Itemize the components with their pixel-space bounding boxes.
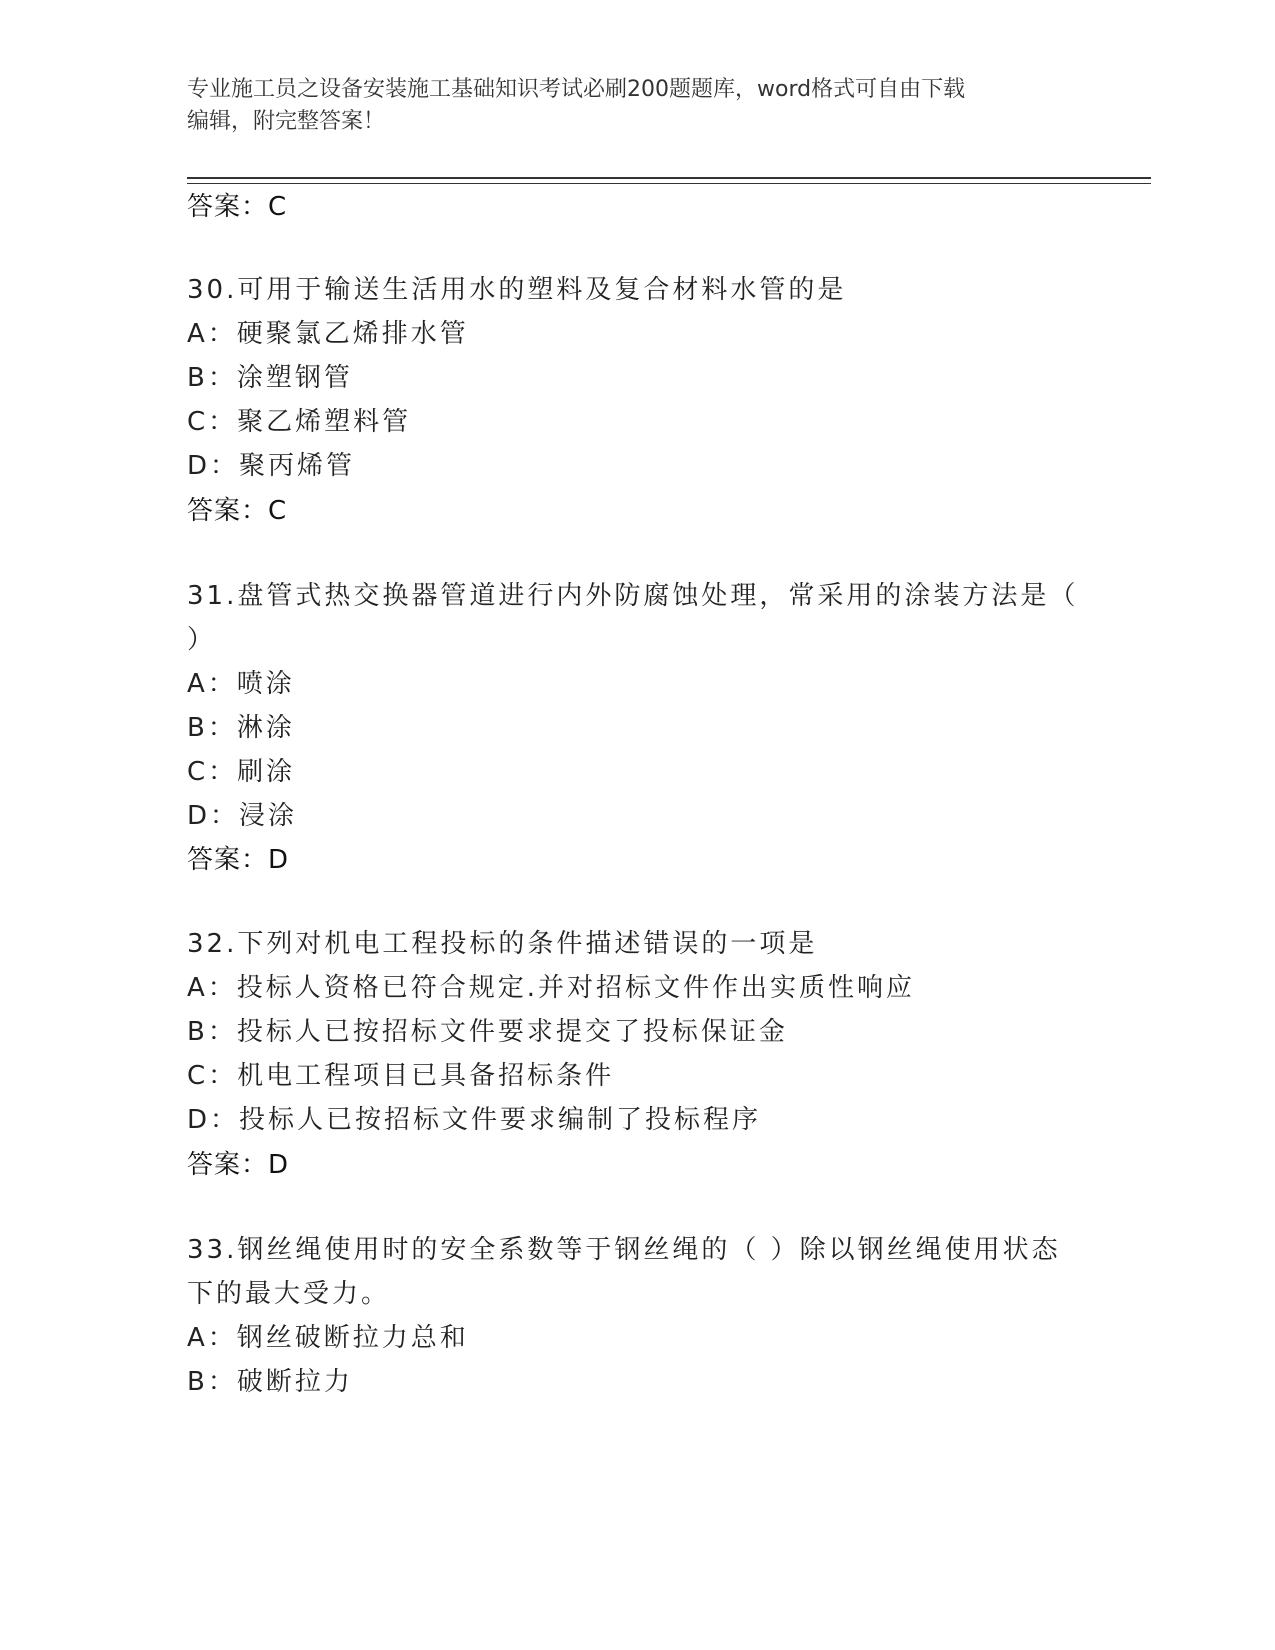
question-32-option-d: D：投标人已按招标文件要求编制了投标程序: [187, 1105, 762, 1135]
question-33-option-a: A：钢丝破断拉力总和: [187, 1323, 469, 1353]
question-31-option-b: B：淋涂: [187, 713, 295, 743]
question-33-stem-line-1: 33.钢丝绳使用时的安全系数等于钢丝绳的（ ）除以钢丝绳使用状态: [187, 1235, 1061, 1265]
question-31-option-c: C：刷涂: [187, 757, 296, 787]
document-header: [187, 74, 1067, 138]
header-line-1: 专业施工员之设备安装施工基础知识考试必刷200题题库，word格式可自由下载: [187, 77, 966, 102]
question-32-option-a: A：投标人资格已符合规定.并对招标文件作出实质性响应: [187, 973, 916, 1003]
question-30-stem: 30.可用于输送生活用水的塑料及复合材料水管的是: [187, 275, 847, 305]
question-30-answer: 答案：C: [187, 496, 288, 526]
question-32-answer: 答案：D: [187, 1150, 290, 1180]
question-31-option-a: A：喷涂: [187, 669, 295, 699]
header-line-2: 编辑，附完整答案！: [187, 109, 386, 134]
question-31-option-d: D：浸涂: [187, 801, 298, 831]
question-31-answer: 答案：D: [187, 845, 290, 875]
previous-answer: 答案：C: [187, 192, 288, 222]
question-31-stem-line-2: ）: [187, 625, 217, 655]
header-divider-thick: [187, 177, 1151, 179]
question-30-option-b: B：涂塑钢管: [187, 363, 353, 393]
header-divider-thin: [187, 183, 1151, 184]
question-32-option-b: B：投标人已按招标文件要求提交了投标保证金: [187, 1017, 788, 1047]
question-32-stem: 32.下列对机电工程投标的条件描述错误的一项是: [187, 929, 818, 959]
question-30-option-a: A：硬聚氯乙烯排水管: [187, 319, 469, 349]
question-31-stem-line-1: 31.盘管式热交换器管道进行内外防腐蚀处理，常采用的涂装方法是（: [187, 581, 1079, 611]
question-33-stem-line-2: 下的最大受力。: [187, 1279, 391, 1309]
question-30-option-c: C：聚乙烯塑料管: [187, 407, 412, 437]
question-30-option-d: D：聚丙烯管: [187, 451, 356, 481]
question-32-option-c: C：机电工程项目已具备招标条件: [187, 1061, 615, 1091]
question-33-option-b: B：破断拉力: [187, 1367, 353, 1397]
